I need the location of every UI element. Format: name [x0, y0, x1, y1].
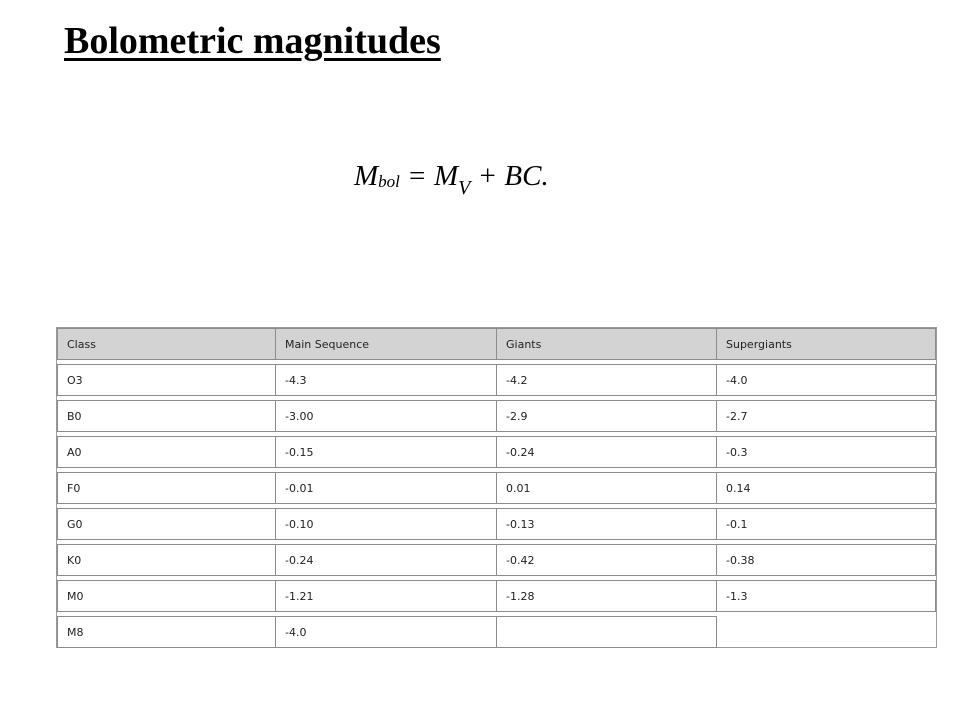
magnitude-table-container	[56, 327, 937, 648]
cell-class: B0	[57, 400, 276, 432]
table-row-b0	[57, 400, 936, 432]
cell-giants: 0.01	[497, 472, 717, 504]
table-row-m8	[57, 616, 936, 648]
cell-main-sequence: -0.10	[276, 508, 497, 540]
cell-giants: -4.2	[497, 364, 717, 396]
cell-giants: -1.28	[497, 580, 717, 612]
table-row-g0	[57, 508, 936, 540]
cell-supergiants	[717, 616, 936, 648]
cell-supergiants: -0.3	[717, 436, 936, 468]
table-row-a0	[57, 436, 936, 468]
cell-main-sequence: -0.01	[276, 472, 497, 504]
table-row-o3	[57, 364, 936, 396]
table-row-m0	[57, 580, 936, 612]
bolometric-correction-table	[57, 324, 936, 652]
cell-class: A0	[57, 436, 276, 468]
cell-supergiants: -0.1	[717, 508, 936, 540]
bolometric-formula	[354, 156, 549, 200]
formula-equals-m: = M	[399, 160, 459, 192]
cell-class: O3	[57, 364, 276, 396]
cell-class: F0	[57, 472, 276, 504]
formula-m: M	[354, 160, 379, 192]
formula-plus-bc: + BC.	[470, 160, 549, 192]
cell-supergiants: 0.14	[717, 472, 936, 504]
cell-giants	[497, 616, 717, 648]
cell-class: M8	[57, 616, 276, 648]
cell-giants: -0.13	[497, 508, 717, 540]
cell-giants: -2.9	[497, 400, 717, 432]
cell-giants: -0.24	[497, 436, 717, 468]
cell-class: G0	[57, 508, 276, 540]
header-giants: Giants	[497, 328, 717, 360]
page-title: Bolometric magnitudes	[64, 20, 441, 62]
table-header-row	[57, 328, 936, 360]
header-main-sequence: Main Sequence	[276, 328, 497, 360]
formula-subscript-v: V	[458, 177, 471, 199]
header-class: Class	[57, 328, 276, 360]
cell-main-sequence: -4.0	[276, 616, 497, 648]
cell-main-sequence: -0.24	[276, 544, 497, 576]
cell-main-sequence: -1.21	[276, 580, 497, 612]
cell-class: K0	[57, 544, 276, 576]
cell-main-sequence: -3.00	[276, 400, 497, 432]
cell-supergiants: -4.0	[717, 364, 936, 396]
header-supergiants: Supergiants	[717, 328, 936, 360]
cell-main-sequence: -4.3	[276, 364, 497, 396]
table-row-k0	[57, 544, 936, 576]
cell-class: M0	[57, 580, 276, 612]
cell-giants: -0.42	[497, 544, 717, 576]
table-row-f0	[57, 472, 936, 504]
cell-supergiants: -0.38	[717, 544, 936, 576]
cell-main-sequence: -0.15	[276, 436, 497, 468]
cell-supergiants: -1.3	[717, 580, 936, 612]
cell-supergiants: -2.7	[717, 400, 936, 432]
formula-subscript-bol: bol	[378, 172, 400, 191]
